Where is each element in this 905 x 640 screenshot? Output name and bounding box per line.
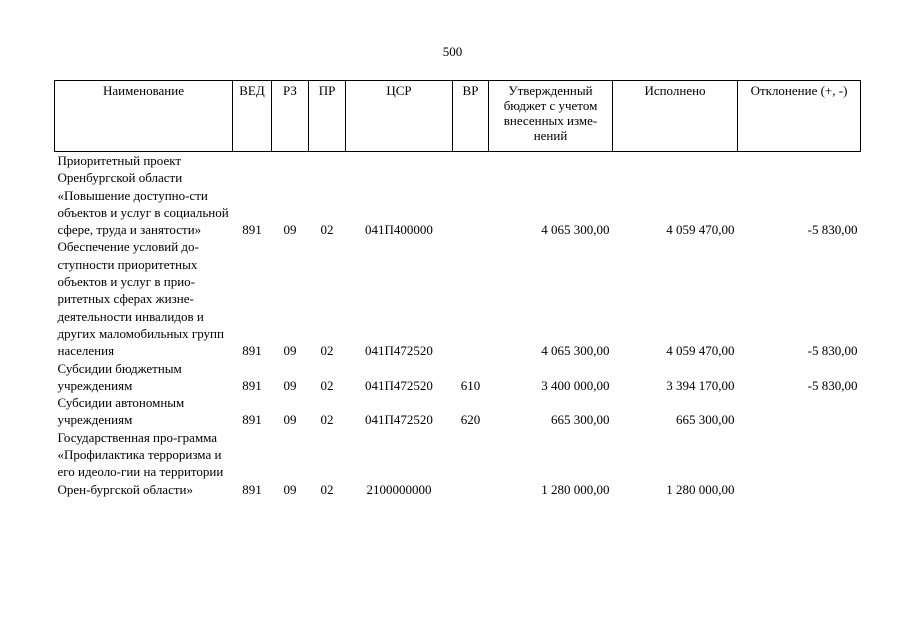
row-name: Государственная про-грамма «Профилактика терроризма и его идеоло-гии на территории Орен-бургской области» <box>57 429 224 497</box>
row-csr: 041П472520 <box>365 412 433 428</box>
row-csr: 041П472520 <box>365 343 433 359</box>
row-ved: 891 <box>242 481 262 497</box>
row-csr: 2100000000 <box>366 481 432 497</box>
row-rz: 09 <box>283 343 297 359</box>
row-vr: 610 <box>460 377 481 393</box>
header-deviation: Отклонение (+, -) <box>738 81 861 152</box>
table-row <box>55 429 861 498</box>
row-executed: 4 059 470,00 <box>666 222 735 238</box>
row-ved: 891 <box>242 377 262 393</box>
row-name: Субсидии автономным учреждениям <box>57 395 185 428</box>
row-approved: 665 300,00 <box>551 412 610 428</box>
header-rz: РЗ <box>272 81 309 152</box>
row-deviation: -5 830,00 <box>807 222 858 238</box>
row-approved: 4 065 300,00 <box>541 222 610 238</box>
table-row <box>55 394 861 429</box>
row-deviation: -5 830,00 <box>807 377 858 393</box>
row-rz: 09 <box>283 481 297 497</box>
row-vr: 620 <box>460 412 481 428</box>
row-pr: 02 <box>320 377 334 393</box>
header-name: Наименование <box>55 81 233 152</box>
header-executed: Исполнено <box>613 81 738 152</box>
row-executed: 4 059 470,00 <box>666 343 735 359</box>
row-executed: 3 394 170,00 <box>666 377 735 393</box>
header-pr: ПР <box>309 81 346 152</box>
row-deviation <box>738 394 861 429</box>
budget-table <box>54 80 861 498</box>
table-header-row <box>55 81 861 152</box>
header-vr: ВР <box>453 81 489 152</box>
row-name: Приоритетный проект Оренбургской области «Повышение доступно-сти объектов и услуг в социальной сфере, труда и занятости» <box>57 153 229 238</box>
row-csr: 041П400000 <box>365 222 433 238</box>
row-pr: 02 <box>320 343 334 359</box>
row-deviation <box>738 429 861 498</box>
row-rz: 09 <box>283 222 297 238</box>
header-csr: ЦСР <box>346 81 453 152</box>
row-csr: 041П472520 <box>365 377 433 393</box>
row-pr: 02 <box>320 481 334 497</box>
row-approved: 1 280 000,00 <box>541 481 610 497</box>
row-ved: 891 <box>242 412 262 428</box>
row-name: Субсидии бюджетным учреждениям <box>57 360 182 393</box>
row-executed: 665 300,00 <box>676 412 735 428</box>
row-vr <box>453 429 489 498</box>
table-row <box>55 360 861 395</box>
table-row <box>55 238 861 359</box>
row-vr <box>453 152 489 239</box>
row-ved: 891 <box>242 343 262 359</box>
row-vr <box>453 238 489 359</box>
page-number: 500 <box>442 44 463 59</box>
row-deviation: -5 830,00 <box>807 343 858 359</box>
row-pr: 02 <box>320 412 334 428</box>
row-rz: 09 <box>283 412 297 428</box>
row-executed: 1 280 000,00 <box>666 481 735 497</box>
header-approved: Утвержденный бюджет с учетом внесенных изме-нений <box>489 81 613 152</box>
table-row <box>55 152 861 239</box>
row-name: Обеспечение условий до-ступности приоритетных объектов и услуг в прио-ритетных сферах жизне-деятельности инвалидов и других маломобильных групп населения <box>57 239 224 359</box>
row-pr: 02 <box>320 222 334 238</box>
row-approved: 3 400 000,00 <box>541 377 610 393</box>
row-rz: 09 <box>283 377 297 393</box>
row-ved: 891 <box>242 222 262 238</box>
header-ved: ВЕД <box>233 81 272 152</box>
row-approved: 4 065 300,00 <box>541 343 610 359</box>
